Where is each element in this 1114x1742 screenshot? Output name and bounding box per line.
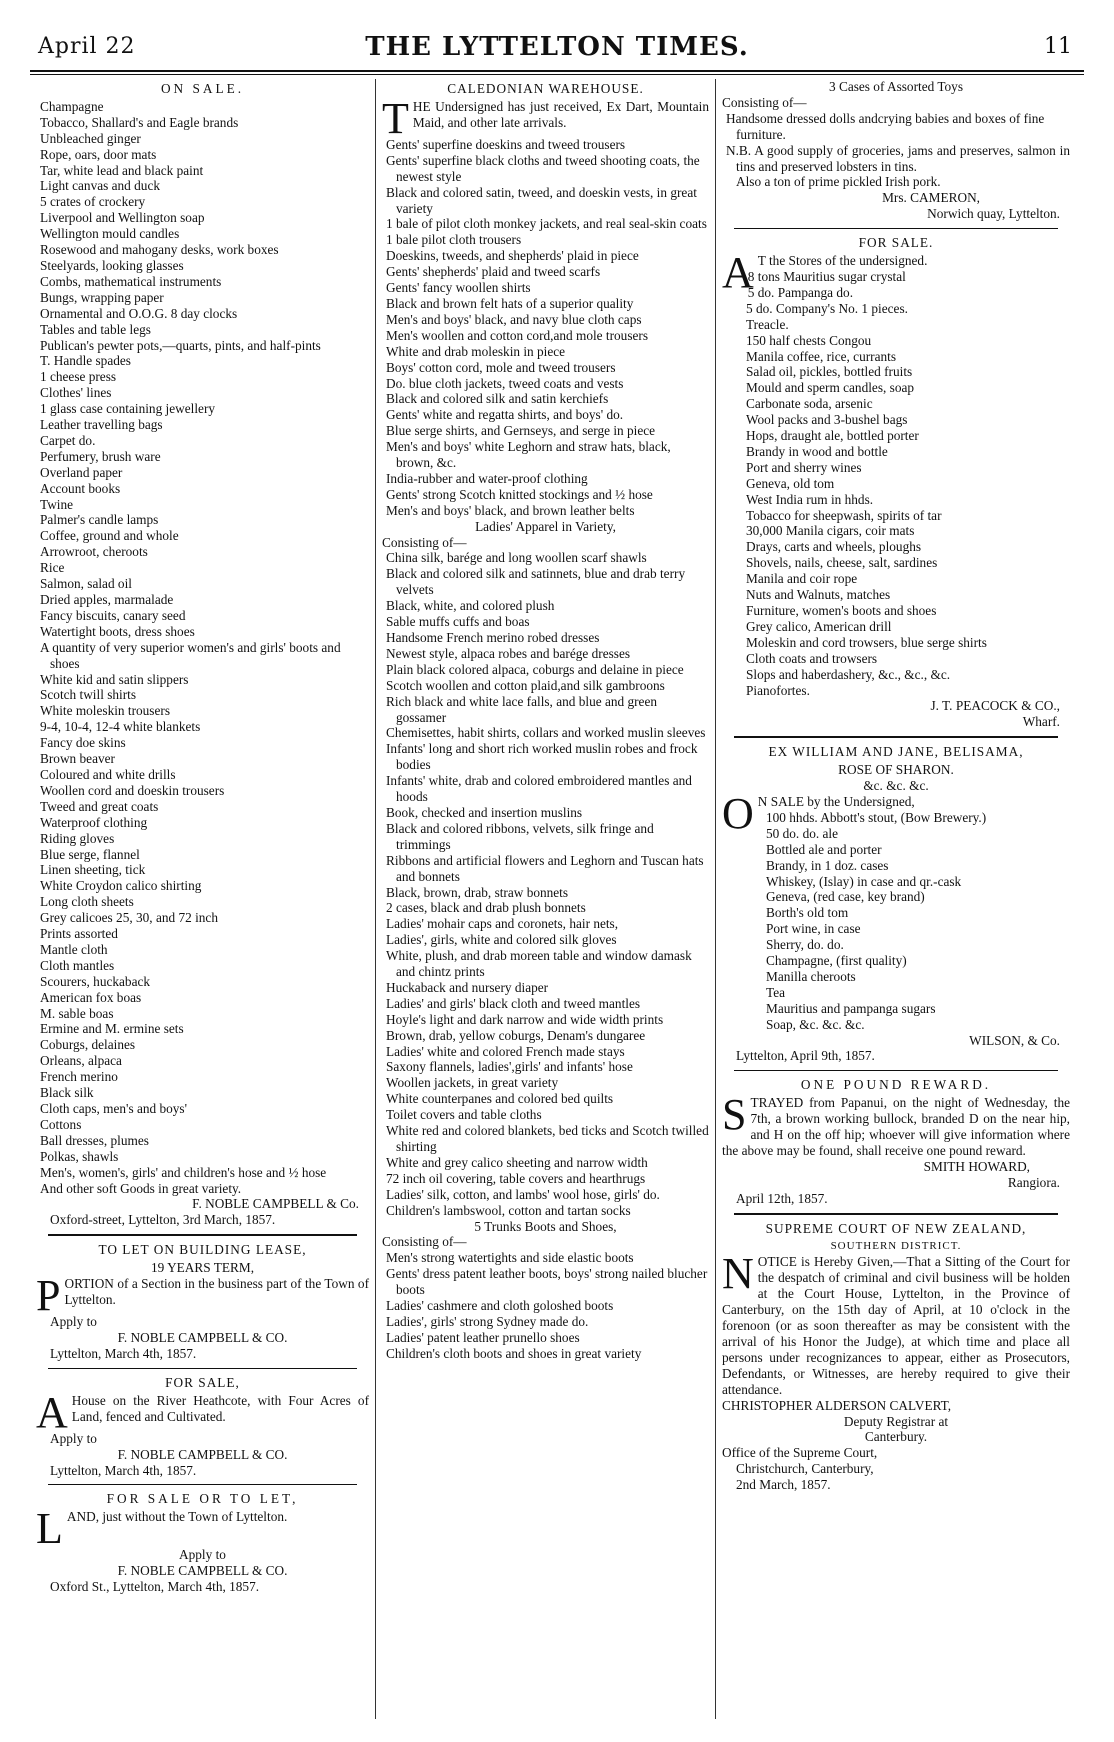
ad-text: N SALE by the Undersigned, — [757, 793, 915, 809]
on-sale-ad — [36, 81, 369, 1228]
list-item: Rosewood and mahogany desks, work boxes — [40, 242, 279, 258]
ad-subheading: 19 YEARS TERM, — [150, 1260, 255, 1276]
ad-signature: F. NOBLE CAMPBELL & Co. — [192, 1196, 359, 1212]
newspaper-title: THE LYTTELTON TIMES. — [365, 32, 749, 62]
list-item: Riding gloves — [40, 830, 115, 846]
ad-heading: ONE POUND REWARD. — [800, 1077, 992, 1093]
list-item: 5 crates of crockery — [40, 194, 146, 210]
list-item: Blue serge, flannel — [40, 846, 140, 862]
list-item: 30,000 Manila cigars, coir mats — [746, 523, 915, 539]
list-item: India-rubber and water-proof clothing — [386, 470, 588, 486]
list-item: Men's woollen and cotton cord,and mole trousers — [386, 327, 648, 343]
list-item: Cottons — [40, 1116, 82, 1132]
list-item: Carbonate soda, arsenic — [746, 396, 873, 412]
list-item: Men's and boys' black, and brown leather belts — [386, 502, 635, 518]
list-item: Bungs, wrapping paper — [40, 289, 164, 305]
list-item: Children's cloth boots and shoes in great variety — [386, 1345, 642, 1361]
list-item: Arrowroot, cheroots — [40, 544, 148, 560]
ad-heading: CALEDONIAN WAREHOUSE. — [447, 81, 644, 96]
list-item: Hops, draught ale, bottled porter — [746, 428, 919, 444]
list-item: Cloth caps, men's and boys' — [40, 1101, 187, 1116]
list-item: Ladies' cashmere and cloth goloshed boots — [386, 1298, 614, 1314]
list-item: Furniture, women's boots and shoes — [746, 603, 937, 618]
list-item: Treacle. — [746, 316, 789, 332]
list-item: Mantle cloth — [40, 941, 108, 957]
reward-ad — [722, 1077, 1070, 1206]
drop-cap: A — [722, 248, 754, 298]
ad-dateline: Lyttelton, March 4th, 1857. — [50, 1345, 197, 1361]
office-line: 2nd March, 1857. — [736, 1477, 831, 1493]
list-item: Shovels, nails, cheese, salt, sardines — [746, 555, 938, 571]
ad-body — [722, 1249, 1070, 1397]
list-item: Sable muffs cuffs and boas — [386, 614, 530, 630]
list-item: Geneva, old tom — [746, 475, 835, 491]
list-item: Whiskey, (Islay) in case and qr.-cask — [766, 873, 962, 889]
list-item: Brandy, in 1 doz. cases — [766, 857, 889, 873]
list-item: 2 cases, black and drab plush bonnets — [386, 900, 586, 916]
list-item: And other soft Goods in great variety. — [40, 1180, 242, 1196]
list-item: 5 do. Pampanga do. — [747, 284, 854, 300]
list-item: Men's and boys' black, and navy blue cloth caps — [386, 311, 642, 327]
list-item: China silk, barége and long woollen scarf shawls — [386, 550, 647, 566]
list-item: Scourers, huckaback — [40, 973, 151, 989]
ad-heading: FOR SALE, — [165, 1374, 240, 1390]
list-item: Ornamental and O.O.G. 8 day clocks — [40, 305, 238, 321]
section-heading: 5 Trunks Boots and Shoes, — [474, 1218, 617, 1234]
list-item: Cloth mantles — [40, 957, 115, 973]
list-item: Geneva, (red case, key brand) — [766, 889, 925, 905]
item-list — [382, 550, 709, 1218]
list-item: Light canvas and duck — [40, 178, 161, 194]
list-item: Black and brown felt hats of a superior quality — [386, 295, 634, 311]
section-heading: Ladies' Apparel in Variety, — [475, 518, 616, 534]
ad-text: TRAYED from Papanui, on the night of Wednesday, the 7th, a brown working bullock, branded D on the near hip, and H on the off hip; whoever will give information where the above may be found, shall receive one pound reward. — [722, 1095, 1070, 1158]
ad-text: HE Undersigned has just received, Ex Dart, Mountain Maid, and other late arrivals. — [412, 98, 709, 130]
list-item: Handsome French merino robed dresses — [386, 630, 600, 645]
item-list — [722, 810, 1070, 1033]
ad-address: Rangiora. — [1007, 1174, 1060, 1190]
consisting-label: Consisting of— — [382, 534, 467, 550]
list-item: Black, white, and colored plush — [386, 598, 555, 614]
ad-address: Norwich quay, Lyttelton. — [927, 206, 1060, 222]
list-item: White and drab moleskin in piece — [386, 343, 566, 359]
list-item: Gents' white and regatta shirts, and boys' do. — [386, 407, 624, 423]
ad-dateline: Oxford-street, Lyttelton, 3rd March, 1857. — [50, 1212, 276, 1228]
list-item: 1 bale pilot cloth trousers — [386, 232, 522, 248]
list-item: Ladies' and girls' black cloth and tweed mantles — [386, 995, 641, 1011]
columns — [30, 79, 1084, 1719]
divider — [48, 1368, 357, 1369]
column-1 — [30, 79, 376, 1719]
item-list — [722, 269, 1070, 698]
list-item: Perfumery, brush ware — [40, 448, 161, 464]
ad-text: OTICE is Hereby Given,—That a Sitting of the Court for the despatch of criminal and civil business will be holden at the Court House, Lyttelton, in the Province of Canterbury, on the 15th day of April, at 10 o'clock in the forenoon (or as soon thereafter as may be consistent with the arrival of his Honor the Judge), at which time and place all persons under recognizances to appear, either as Prosecutors, Defendants, or Witnesses, are hereby required to give their attendance. — [722, 1254, 1070, 1397]
list-item: Clothes' lines — [40, 385, 112, 401]
list-item: Scotch twill shirts — [40, 687, 137, 703]
drop-cap: A — [36, 1387, 68, 1437]
list-item: M. sable boas — [40, 1005, 114, 1021]
list-item: Mould and sperm candles, soap — [746, 380, 915, 396]
list-item: Port and sherry wines — [746, 459, 862, 475]
ad-body — [722, 1090, 1070, 1159]
ad-text: House on the River Heathcote, with Four Acres of Land, fenced and Cultivated. — [71, 1392, 369, 1424]
divider — [734, 1213, 1058, 1215]
list-item: Wellington mould candles — [40, 226, 180, 242]
column-3 — [716, 79, 1076, 1719]
list-item: Tweed and great coats — [40, 798, 159, 814]
list-item: 9-4, 10-4, 12-4 white blankets — [40, 719, 201, 735]
consisting-label: Consisting of— — [382, 1234, 467, 1250]
ad-heading: SUPREME COURT OF NEW ZEALAND, — [765, 1220, 1027, 1236]
item-list — [382, 137, 709, 519]
list-item: Ladies', girls' strong Sydney made do. — [386, 1313, 589, 1329]
drop-cap: L — [36, 1504, 63, 1554]
drop-cap: S — [722, 1090, 747, 1140]
list-item: Polkas, shawls — [40, 1148, 119, 1164]
list-item: Gents' fancy woollen shirts — [386, 280, 531, 296]
list-item: Chemisettes, habit shirts, collars and worked muslin sleeves — [386, 725, 706, 741]
list-item: White and grey calico sheeting and narrow width — [386, 1154, 648, 1170]
ad-signature: F. NOBLE CAMPBELL & CO. — [117, 1446, 288, 1462]
ad-heading: FOR SALE. — [858, 235, 934, 251]
list-item: Wool packs and 3-bushel bags — [746, 412, 908, 428]
apply-label: Apply to — [179, 1547, 226, 1563]
list-item: White Croydon calico shirting — [40, 878, 202, 894]
ad-heading: FOR SALE OR TO LET, — [106, 1491, 299, 1507]
list-item: Ladies' mohair caps and coronets, hair nets, — [386, 916, 619, 932]
ad-signature-place: Canterbury. — [864, 1429, 928, 1445]
list-item: 1 cheese press — [40, 369, 117, 385]
list-item: Salmon, salad oil — [40, 576, 132, 592]
ad-signature: F. NOBLE CAMPBELL & CO. — [117, 1563, 288, 1579]
list-item: Liverpool and Wellington soap — [40, 210, 205, 226]
ad-dateline: Oxford St., Lyttelton, March 4th, 1857. — [50, 1579, 260, 1595]
list-item: Mauritius and pampanga sugars — [766, 1000, 936, 1016]
supreme-court-ad — [722, 1221, 1070, 1493]
list-item: 72 inch oil covering, table covers and hearthrugs — [386, 1170, 646, 1186]
ad-text: AND, just without the Town of Lyttelton. — [66, 1509, 288, 1525]
list-item: Men's strong watertights and side elastic boots — [386, 1250, 634, 1266]
divider — [48, 1484, 357, 1485]
list-item: Ribbons and artificial flowers and Leghorn and Tuscan hats and bonnets — [386, 852, 704, 884]
list-item: Toilet covers and table cloths — [386, 1107, 542, 1123]
ex-william-and-jane-ad — [722, 744, 1070, 1064]
list-item: Book, checked and insertion muslins — [386, 804, 583, 820]
list-item: Long cloth sheets — [40, 894, 134, 910]
ad-signature: J. T. PEACOCK & CO., — [930, 698, 1060, 714]
list-item: Manilla cheroots — [766, 968, 856, 984]
list-item: Huckaback and nursery diaper — [386, 979, 549, 995]
item-list — [36, 99, 369, 1197]
list-item: Grey calico, American drill — [746, 618, 892, 634]
ad-signature: Mrs. CAMERON, — [882, 190, 980, 206]
list-item: Unbleached ginger — [40, 130, 141, 146]
ad-etc: &c. &c. &c. — [863, 778, 929, 794]
list-item: Manila and coir rope — [746, 571, 858, 587]
list-item: Ladies' silk, cotton, and lambs' wool hose, girls' do. — [386, 1186, 660, 1202]
list-item: Coffee, ground and whole — [40, 528, 179, 544]
list-item: Palmer's candle lamps — [40, 512, 159, 528]
list-item: Twine — [40, 496, 74, 512]
divider — [48, 1234, 357, 1236]
list-item: Black and colored satin, tweed, and doeskin vests, in great variety — [386, 184, 697, 216]
list-item: Rice — [40, 560, 65, 576]
divider — [734, 1070, 1058, 1071]
list-item: Ladies' white and colored French made stays — [386, 1043, 625, 1059]
ad-dateline: April 12th, 1857. — [736, 1190, 828, 1206]
list-item: White red and colored blankets, bed ticks and Scotch twilled shirting — [386, 1123, 709, 1154]
column-2 — [376, 79, 716, 1719]
ad-dateline: Lyttelton, March 4th, 1857. — [50, 1462, 197, 1478]
list-item: Ermine and M. ermine sets — [40, 1021, 184, 1037]
list-item: Fancy doe skins — [40, 735, 126, 751]
list-item: Grey calicoes 25, 30, and 72 inch — [40, 910, 218, 926]
list-item: Ball dresses, plumes — [40, 1132, 149, 1148]
list-item: Newest style, alpaca robes and barége dresses — [386, 645, 631, 661]
list-item: Waterproof clothing — [40, 814, 148, 830]
list-item: Coloured and white drills — [40, 766, 176, 782]
drop-cap: T — [382, 93, 409, 143]
list-item: Dried apples, marmalade — [40, 592, 174, 607]
list-item: Leather travelling bags — [40, 417, 163, 433]
list-item: T. Handle spades — [40, 353, 131, 369]
apply-label: Apply to — [50, 1314, 97, 1330]
list-item: Boys' cotton cord, mole and tweed trousers — [386, 359, 616, 375]
list-item: White kid and satin slippers — [40, 671, 189, 687]
list-item: White moleskin trousers — [40, 703, 170, 719]
ad-subheading: SOUTHERN DISTRICT. — [830, 1239, 962, 1252]
list-item: Black, brown, drab, straw bonnets — [386, 884, 569, 900]
ad-heading: EX WILLIAM AND JANE, BELISAMA, — [768, 744, 1024, 760]
list-item: Rope, oars, door mats — [40, 146, 157, 162]
caledonian-warehouse-ad — [382, 81, 709, 1362]
ad-body — [36, 1504, 369, 1554]
list-item: Nuts and Walnuts, matches — [746, 587, 891, 603]
masthead-rule — [30, 70, 1084, 75]
ad-body — [36, 1271, 369, 1321]
drop-cap: O — [722, 788, 754, 838]
list-item: Men's, women's, girls' and children's hose and ½ hose — [40, 1164, 327, 1180]
office-line: Office of the Supreme Court, — [722, 1445, 878, 1461]
list-item: Prints assorted — [40, 926, 118, 942]
list-item: Ladies' patent leather prunello shoes — [386, 1329, 580, 1345]
masthead — [30, 30, 1084, 70]
list-item: Pianofortes. — [746, 682, 810, 698]
ad-address: Wharf. — [1022, 714, 1060, 730]
list-item: Orleans, alpaca — [40, 1053, 122, 1069]
list-item: Gents' shepherds' plaid and tweed scarfs — [386, 264, 601, 280]
list-item: Infants' white, drab and colored embroidered mantles and hoods — [386, 773, 692, 805]
ad-signature: SMITH HOWARD, — [923, 1158, 1030, 1174]
page-number: 11 — [1044, 34, 1072, 59]
list-item: Gents' superfine doeskins and tweed trousers — [386, 136, 626, 152]
list-item: Tables and table legs — [40, 321, 151, 337]
ad-dateline: Lyttelton, April 9th, 1857. — [736, 1048, 875, 1064]
ad-text: ORTION of a Section in the business part of the Town of Lyttelton. — [64, 1276, 369, 1307]
list-item: Infants' long and short rich worked muslin robes and frock bodies — [386, 741, 698, 773]
building-lease-ad — [36, 1242, 369, 1362]
list-item: Do. blue cloth jackets, tweed coats and vests — [386, 375, 624, 391]
list-item: Black and colored silk and satinnets, blue and drab terry velvets — [386, 566, 686, 598]
ad-heading: ON SALE. — [160, 81, 245, 96]
list-item: Rich black and white lace falls, and blue and green gossamer — [386, 693, 658, 725]
list-item: Moleskin and cord trowsers, blue serge shirts — [746, 634, 987, 650]
list-item: Slops and haberdashery, &c., &c., &c. — [746, 666, 951, 682]
list-item: 150 half chests Congou — [746, 332, 872, 348]
list-item: Blue serge shirts, and Gernseys, and serge in piece — [386, 423, 656, 439]
list-item: Sherry, do. do. — [766, 937, 844, 953]
list-item: Champagne — [40, 98, 104, 114]
list-item: Publican's pewter pots,—quarts, pints, and half-pints — [40, 337, 321, 353]
list-item: White, plush, and drab moreen table and window damask and chintz prints — [386, 948, 692, 980]
list-item: Black and colored silk and satin kerchiefs — [386, 391, 609, 407]
list-item: Watertight boots, dress shoes — [40, 623, 195, 639]
list-item: Tar, white lead and black paint — [40, 162, 204, 178]
list-item: Gents' dress patent leather boots, boys' strong nailed blucher boots — [386, 1266, 708, 1298]
list-item: Gents' superfine black cloths and tweed shooting coats, the newest style — [386, 152, 700, 184]
list-item: Fancy biscuits, canary seed — [40, 607, 186, 623]
ad-text: T the Stores of the undersigned. — [757, 253, 928, 269]
divider — [734, 228, 1058, 229]
list-item: American fox boas — [40, 989, 142, 1005]
apply-label: Apply to — [50, 1430, 97, 1446]
list-item: Account books — [40, 480, 121, 496]
ad-signature-title: Deputy Registrar at — [843, 1413, 949, 1429]
list-item: Ladies', girls, white and colored silk gloves — [386, 932, 617, 948]
list-item: Scotch woollen and cotton plaid,and silk gambroons — [386, 677, 665, 693]
list-item: Overland paper — [40, 464, 123, 480]
list-item: Woollen jackets, in great variety — [386, 1075, 559, 1091]
peacock-for-sale-ad — [722, 235, 1070, 730]
for-sale-land-ad — [36, 1491, 369, 1595]
list-item: A quantity of very superior women's and girls' boots and shoes — [40, 639, 341, 671]
ad-intro — [382, 93, 709, 143]
list-item: Saxony flannels, ladies',girls' and infants' hose — [386, 1059, 633, 1075]
item-list — [382, 1250, 709, 1361]
list-item: Brown beaver — [40, 751, 115, 767]
list-item: Woollen cord and doeskin trousers — [40, 782, 225, 798]
list-item: Brandy in wood and bottle — [746, 443, 888, 459]
list-item: Port wine, in case — [766, 921, 861, 937]
list-item: Men's and boys' white Leghorn and straw hats, black, brown, &c. — [386, 439, 671, 471]
list-item: Steelyards, looking glasses — [40, 257, 184, 273]
list-item: Tea — [766, 984, 785, 1000]
ad-subheading: ROSE OF SHARON. — [838, 762, 954, 778]
list-item: 5 do. Company's No. 1 pieces. — [746, 300, 908, 316]
list-item: Doeskins, tweeds, and shepherds' plaid in piece — [386, 248, 639, 264]
office-line: Christchurch, Canterbury, — [736, 1461, 874, 1477]
for-sale-house-ad — [36, 1375, 369, 1479]
drop-cap: N — [722, 1249, 754, 1299]
list-item: White counterpanes and colored bed quilts — [386, 1091, 614, 1107]
consisting-label: Consisting of— — [722, 94, 807, 110]
list-item: Salad oil, pickles, bottled fruits — [746, 364, 913, 380]
ad-heading: 3 Cases of Assorted Toys — [828, 79, 963, 94]
list-item: Manila coffee, rice, currants — [746, 348, 897, 364]
list-item: Gents' strong Scotch knitted stockings and ½ hose — [386, 486, 653, 502]
drop-cap: P — [36, 1271, 61, 1321]
list-item: Plain black colored alpaca, coburgs and delaine in piece — [386, 661, 684, 677]
list-item: Tobacco, Shallard's and Eagle brands — [40, 114, 239, 130]
ad-heading: TO LET ON BUILDING LEASE, — [98, 1242, 307, 1258]
list-item: Linen sheeting, tick — [40, 862, 146, 878]
list-item: Brown, drab, yellow coburgs, Denam's dungaree — [386, 1027, 646, 1043]
ad-signature: F. NOBLE CAMPBELL & CO. — [117, 1329, 288, 1345]
list-item: Hoyle's light and dark narrow and wide width prints — [386, 1011, 664, 1027]
list-item: Handsome dressed dolls andcrying babies and boxes of fine furniture. — [726, 110, 1045, 142]
list-item: Soap, &c. &c. &c. — [766, 1016, 865, 1032]
list-item: Coburgs, delaines — [40, 1037, 136, 1053]
list-item: French merino — [40, 1069, 118, 1085]
list-item: Drays, carts and wheels, ploughs — [746, 539, 922, 555]
divider — [734, 736, 1058, 738]
list-item: Champagne, (first quality) — [766, 953, 907, 969]
nb-note: N.B. A good supply of groceries, jams and preserves, salmon in tins and preserved lobsters in tins. — [726, 142, 1070, 174]
toys-ad — [722, 79, 1070, 222]
list-item: Black silk — [40, 1085, 94, 1101]
list-item: 50 do. do. ale — [766, 825, 839, 841]
ad-signature: CHRISTOPHER ALDERSON CALVERT, — [722, 1397, 952, 1413]
also-note: Also a ton of prime pickled Irish pork. — [736, 174, 941, 190]
list-item: Combs, mathematical instruments — [40, 273, 222, 289]
ad-signature: WILSON, & Co. — [969, 1032, 1060, 1048]
list-item: West India rum in hhds. — [746, 491, 874, 507]
list-item: 1 bale of pilot cloth monkey jackets, and real seal-skin coats — [386, 216, 707, 232]
list-item: Children's lambswool, cotton and tartan socks — [386, 1202, 631, 1218]
list-item: Cloth coats and trowsers — [746, 650, 878, 666]
list-item: Tobacco for sheepwash, spirits of tar — [746, 507, 942, 523]
list-item: Carpet do. — [40, 432, 96, 448]
list-item: 1 glass case containing jewellery — [40, 401, 216, 417]
ad-body — [36, 1387, 369, 1437]
list-item: Borth's old tom — [766, 905, 849, 921]
list-item: Black and colored ribbons, velvets, silk fringe and trimmings — [386, 820, 654, 852]
list-item: 100 hhds. Abbott's stout, (Bow Brewery.) — [766, 809, 987, 825]
list-item: 8 tons Mauritius sugar crystal — [747, 268, 906, 284]
issue-date: April 22 — [38, 34, 136, 59]
list-item: Bottled ale and porter — [766, 841, 882, 857]
